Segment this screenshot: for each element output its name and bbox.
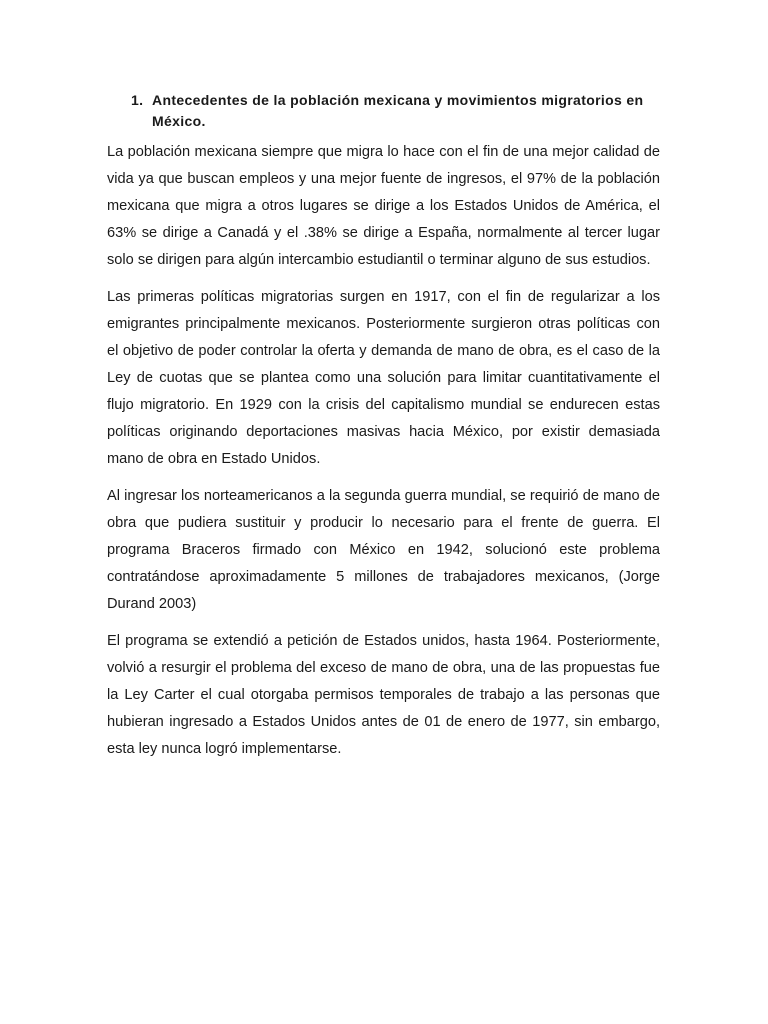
paragraph-1: La población mexicana siempre que migra lo hace con el fin de una mejor calidad de vida ya que buscan empleos y una mejor fuente de ingresos, el 97% de la población mexicana que migra a otros lugares se dirige a los Estados Unidos de América, el 63% se dirige a Canadá y el .38% se dirige a España, normalmente al tercer lugar solo se dirigen para algún intercambio estudiantil o terminar alguno de sus estudios. [107, 144, 660, 268]
paragraph-2: Las primeras políticas migratorias surgen en 1917, con el fin de regularizar a los emigrantes principalmente mexicanos. Posteriormente surgieron otras políticas con el objetivo de poder controlar la oferta y demanda de mano de obra, es el caso de la Ley de cuotas que se plantea como una solución para limitar cuantitativamente el flujo migratorio. En 1929 con la crisis del capitalismo mundial se endurecen estas políticas originando deportaciones masivas hacia México, por existir demasiada mano de obra en Estado Unidos. [107, 289, 660, 467]
section-number: 1. [131, 92, 144, 108]
paragraph-3: Al ingresar los norteamericanos a la segunda guerra mundial, se requirió de mano de obra que pudiera sustituir y producir lo necesario para el frente de guerra. El programa Braceros firmado con México en 1942, solucionó este problema contratándose aproximadamente 5 millones de trabajadores mexicanos, (Jorge Durand 2003) [107, 488, 660, 612]
section-heading [131, 90, 660, 132]
section-title: Antecedentes de la población mexicana y movimientos migratorios en México. [152, 92, 644, 129]
document-page [107, 90, 660, 773]
paragraph-4: El programa se extendió a petición de Estados unidos, hasta 1964. Posteriormente, volvió a resurgir el problema del exceso de mano de obra, una de las propuestas fue la Ley Carter el cual otorgaba permisos temporales de trabajo a las personas que hubieran ingresado a Estados Unidos antes de 01 de enero de 1977, sin embargo, esta ley nunca logró implementarse. [107, 633, 660, 757]
